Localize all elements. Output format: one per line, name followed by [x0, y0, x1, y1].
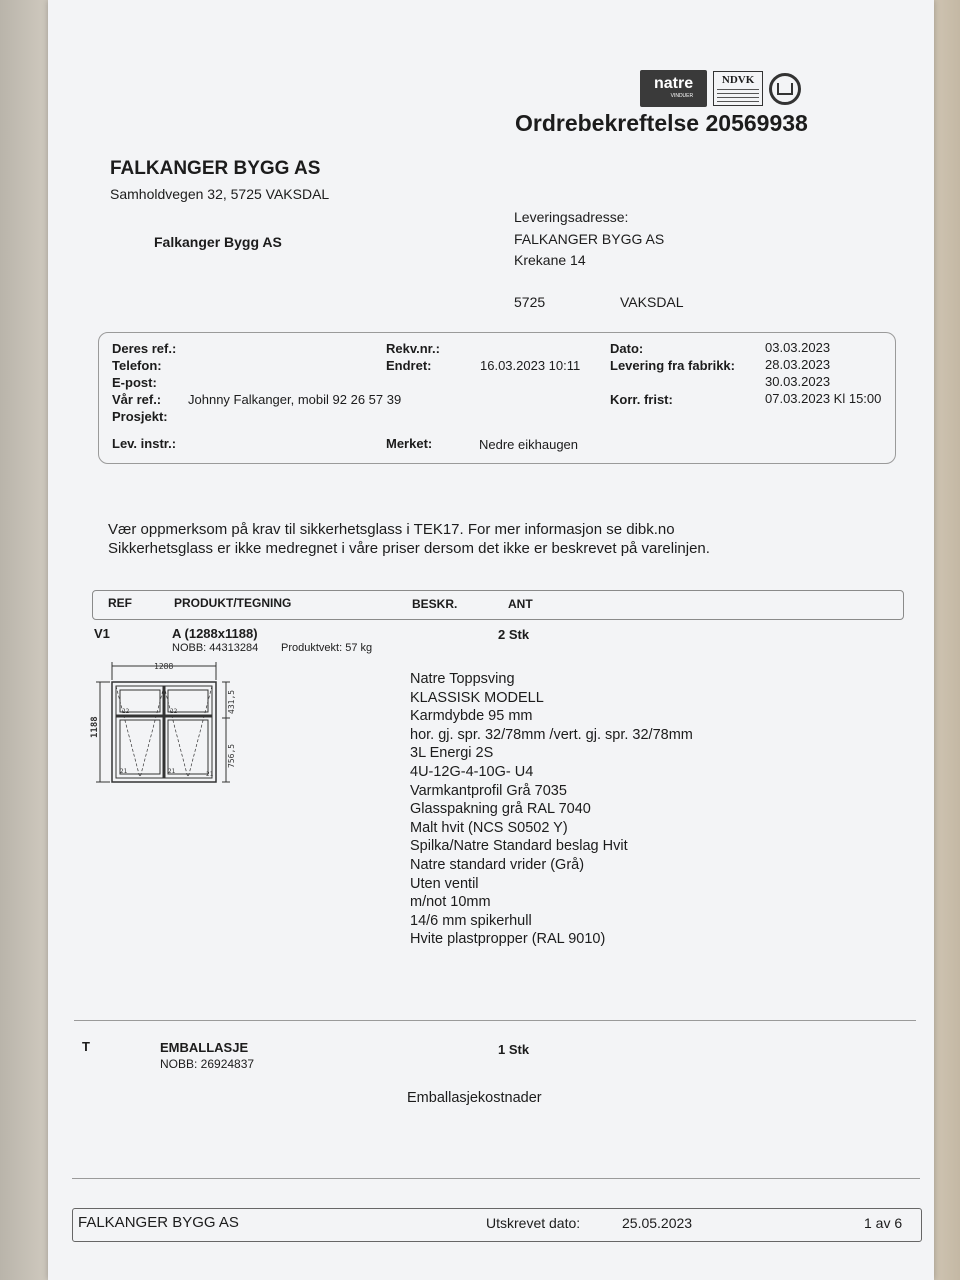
item1-ref: V1	[94, 626, 110, 641]
endret-label: Endret:	[386, 358, 432, 373]
description-line: m/not 10mm	[410, 894, 491, 911]
footer-date-label: Utskrevet dato:	[486, 1215, 581, 1231]
description-line: Natre Toppsving	[410, 671, 515, 687]
var-ref-label: Vår ref.:	[112, 392, 162, 407]
pane-bl-label: 21	[120, 768, 128, 775]
item2-qty: 1 Stk	[498, 1042, 530, 1057]
item2-description: Emballasjekostnader	[407, 1090, 542, 1106]
telefon-label: Telefon:	[112, 358, 162, 373]
recipient-name: Falkanger Bygg AS	[154, 234, 282, 250]
pane-br-label: 21	[206, 771, 214, 778]
deres-ref-label: Deres ref.:	[112, 341, 177, 356]
korr-frist-label: Korr. frist:	[610, 392, 673, 407]
notice-line-1: Vær oppmerksom på krav til sikkerhetsglass i TEK17. For mer informasjon se dibk.no	[108, 521, 675, 538]
item1-weight: Produktvekt: 57 kg	[281, 642, 373, 654]
delivery-name: FALKANGER BYGG AS	[514, 231, 665, 247]
dato-label: Dato:	[610, 341, 644, 356]
levering-label: Levering fra fabrikk:	[610, 358, 735, 373]
endret-value: 16.03.2023 10:11	[480, 358, 581, 373]
item2-nobb: NOBB: 26924837	[160, 1057, 255, 1071]
levering-value-1: 28.03.2023	[765, 357, 831, 372]
delivery-city: VAKSDAL	[620, 294, 684, 310]
dato-value: 03.03.2023	[765, 340, 831, 355]
footer-page-number: 1 av 6	[864, 1215, 903, 1231]
levering-value-2: 30.03.2023	[765, 374, 831, 389]
item1-nobb: NOBB: 44313284	[172, 642, 259, 654]
description-line: Natre standard vrider (Grå)	[410, 856, 585, 873]
drawing-bottom-label: 756,5	[227, 743, 236, 768]
description-line: Uten ventil	[410, 875, 479, 892]
description-line: 3L Energi 2S	[410, 745, 494, 762]
delivery-postcode: 5725	[514, 294, 546, 310]
header-ant: ANT	[508, 597, 533, 611]
description-line: Varmkantprofil Grå 7035	[410, 782, 567, 799]
description-line: hor. gj. spr. 32/78mm /vert. gj. spr. 32/78mm	[410, 726, 693, 743]
delivery-label: Leveringsadresse:	[514, 209, 629, 225]
item2-product: EMBALLASJE	[160, 1040, 249, 1055]
certification-seal-icon	[769, 73, 801, 105]
prosjekt-label: Prosjekt:	[112, 409, 168, 424]
footer-company: FALKANGER BYGG AS	[78, 1214, 239, 1231]
header-ref: REF	[108, 596, 132, 610]
header-beskr: BESKR.	[412, 597, 458, 611]
pane-tr-label: 22	[170, 708, 178, 715]
item-divider	[74, 1020, 916, 1021]
description-line: Malt hvit (NCS S0502 Y)	[410, 819, 568, 836]
drawing-top-label: 431,5	[227, 689, 236, 714]
window-drawing	[88, 658, 258, 786]
pane-tl-label: 22	[122, 708, 130, 715]
merket-label: Merket:	[386, 436, 433, 451]
description-line: Spilka/Natre Standard beslag Hvit	[410, 838, 628, 855]
header-produkt: PRODUKT/TEGNING	[174, 596, 292, 610]
description-line: 14/6 mm spikerhull	[410, 912, 532, 929]
sender-name: FALKANGER BYGG AS	[110, 158, 321, 179]
rekv-label: Rekv.nr.:	[386, 341, 440, 356]
drawing-height-label: 1188	[90, 716, 100, 738]
item1-description	[410, 670, 693, 949]
delivery-street: Krekane 14	[514, 252, 586, 268]
item2-ref: T	[82, 1039, 90, 1054]
merket-value: Nedre eikhaugen	[479, 437, 579, 452]
footer-divider	[72, 1178, 920, 1179]
pane-bm-label: 21	[168, 768, 176, 775]
item1-qty: 2 Stk	[498, 627, 530, 642]
description-line: Hvite plastpropper (RAL 9010)	[410, 931, 606, 948]
document-title: Ordrebekreftelse 20569938	[515, 110, 808, 136]
sender-address: Samholdvegen 32, 5725 VAKSDAL	[110, 186, 330, 202]
footer-date-value: 25.05.2023	[622, 1215, 693, 1231]
lev-instr-label: Lev. instr.:	[112, 436, 177, 451]
var-ref-value: Johnny Falkanger, mobil 92 26 57 39	[188, 392, 402, 407]
korr-frist-value: 07.03.2023 Kl 15:00	[765, 391, 882, 406]
drawing-width-label: 1288	[154, 662, 174, 671]
description-line: KLASSISK MODELL	[410, 689, 544, 706]
description-line: 4U-12G-4-10G- U4	[410, 763, 534, 780]
order-confirmation-page	[48, 0, 934, 1280]
notice-line-2: Sikkerhetsglass er ikke medregnet i våre priser dersom det ikke er beskrevet på varelinjen.	[108, 540, 710, 557]
certification-logos	[640, 70, 801, 107]
item1-product: A (1288x1188)	[172, 626, 258, 641]
natre-logo: natre VINDUER	[640, 70, 707, 107]
ndvk-logo: NDVK	[713, 71, 763, 105]
epost-label: E-post:	[112, 375, 157, 390]
description-line: Karmdybde 95 mm	[410, 708, 533, 725]
description-line: Glasspakning grå RAL 7040	[410, 801, 591, 818]
